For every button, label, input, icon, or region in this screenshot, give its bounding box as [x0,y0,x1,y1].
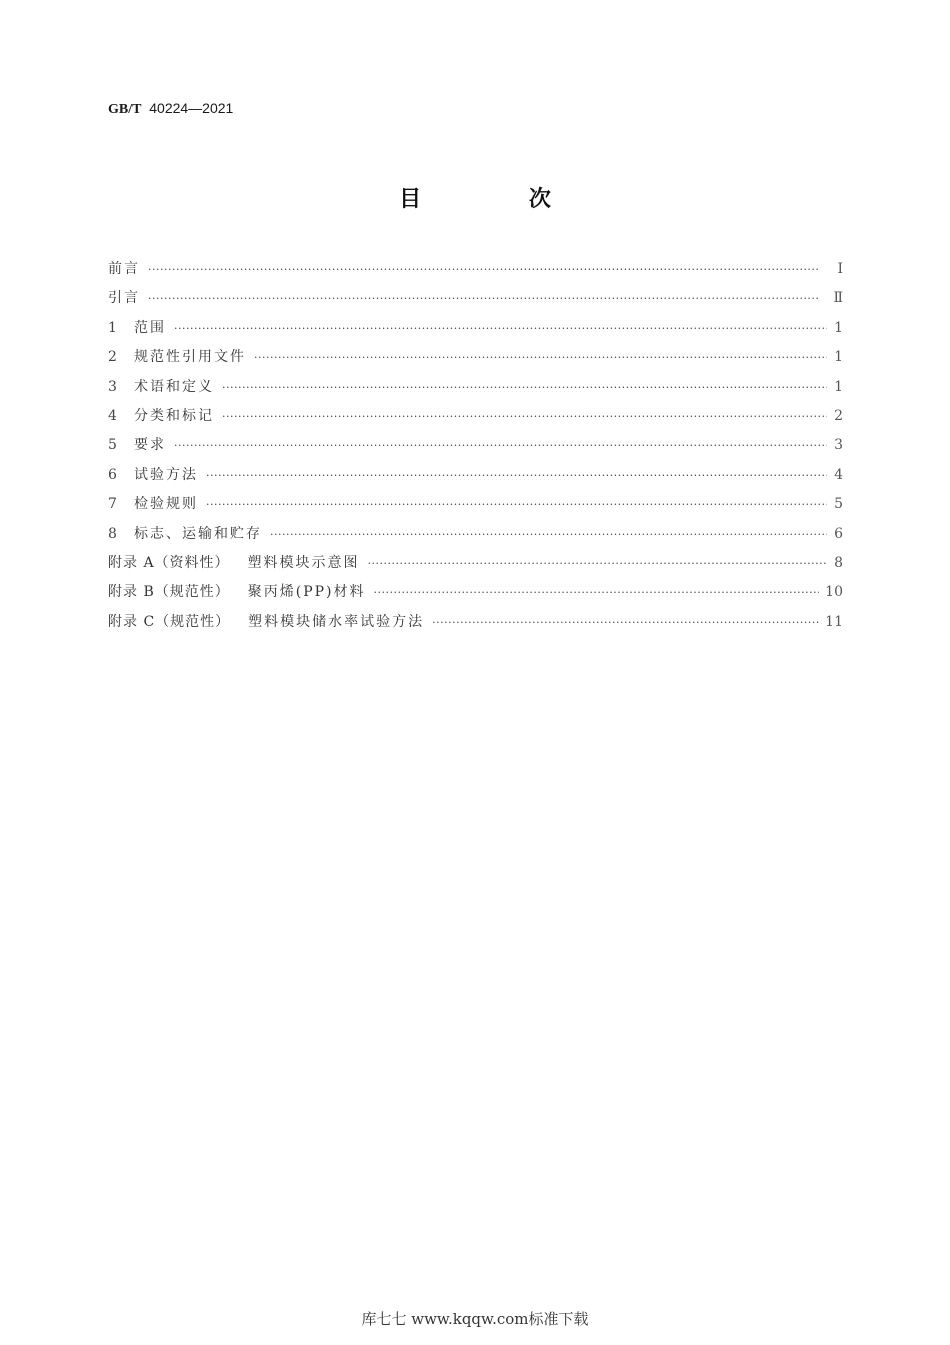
dot-leader [148,292,827,305]
toc-number: 6 [108,466,117,483]
toc-label: 范围 [134,319,166,336]
toc-label: 塑料模块示意图 [247,554,360,571]
dot-leader [206,498,827,511]
toc-page: 3 [834,437,843,454]
toc-number: 2 [108,349,117,366]
toc-entry-4[interactable] [108,405,843,434]
dot-leader [374,586,820,599]
toc-page: Ⅱ [833,290,843,307]
dot-leader [174,322,827,335]
footer-watermark: 库七七 www.kqqw.com标准下载 [361,1310,589,1328]
dot-leader [432,616,819,629]
toc-number: 5 [108,437,117,454]
annex-prefix: 附录 B（规范性） [108,584,230,601]
toc-page: 1 [834,378,843,395]
toc-entry-1[interactable] [108,317,843,346]
toc-entry-annex-a[interactable] [108,552,843,581]
toc-label: 规范性引用文件 [134,349,246,366]
dot-leader [254,351,827,364]
toc-label: 术语和定义 [134,378,214,395]
toc-page: 5 [834,496,843,513]
toc-entry-7[interactable] [108,493,843,522]
dot-leader [206,469,827,482]
toc-entry-2[interactable] [108,346,843,375]
toc-entry-introduction[interactable] [108,287,843,316]
toc-entry-annex-c[interactable] [108,611,843,640]
annex-prefix: 附录 A（资料性） [108,554,230,571]
toc-number: 8 [108,525,117,542]
toc-page: 1 [834,319,843,336]
toc-page: Ⅰ [837,261,843,277]
dot-leader [368,557,827,570]
toc-entry-3[interactable] [108,376,843,405]
toc-entry-5[interactable] [108,434,843,463]
dot-leader [148,263,827,276]
toc-page: 6 [834,525,843,542]
dot-leader [174,439,827,452]
toc-label: 引言 [108,290,140,307]
toc-page: 2 [834,407,843,424]
toc-label: 要求 [134,437,166,454]
standard-prefix: GB/T [108,102,142,117]
table-of-contents [108,258,843,640]
toc-entry-foreword[interactable] [108,258,843,287]
page-title: 目 次 [399,187,601,212]
toc-page: 10 [825,584,843,601]
standard-code [108,100,233,118]
toc-label: 聚丙烯(PP)材料 [247,584,366,601]
toc-page: 11 [825,613,843,630]
toc-number: 1 [108,319,117,336]
toc-page: 4 [834,466,843,483]
dot-leader [222,381,827,394]
toc-label: 塑料模块储水率试验方法 [248,613,425,630]
toc-number: 7 [108,496,117,513]
toc-page: 8 [834,554,843,571]
toc-label: 标志、运输和贮存 [134,525,262,542]
toc-page: 1 [834,349,843,366]
toc-label: 分类和标记 [134,407,214,424]
toc-number: 4 [108,407,117,424]
toc-entry-6[interactable] [108,464,843,493]
toc-entry-annex-b[interactable] [108,581,843,610]
toc-number: 3 [108,378,117,395]
toc-entry-8[interactable] [108,523,843,552]
toc-label: 检验规则 [134,496,198,513]
toc-label: 前言 [108,261,140,277]
toc-label: 试验方法 [134,466,198,483]
annex-prefix: 附录 C（规范性） [108,613,231,630]
standard-number: 40224—2021 [149,100,234,116]
dot-leader [270,528,827,541]
dot-leader [222,410,827,423]
